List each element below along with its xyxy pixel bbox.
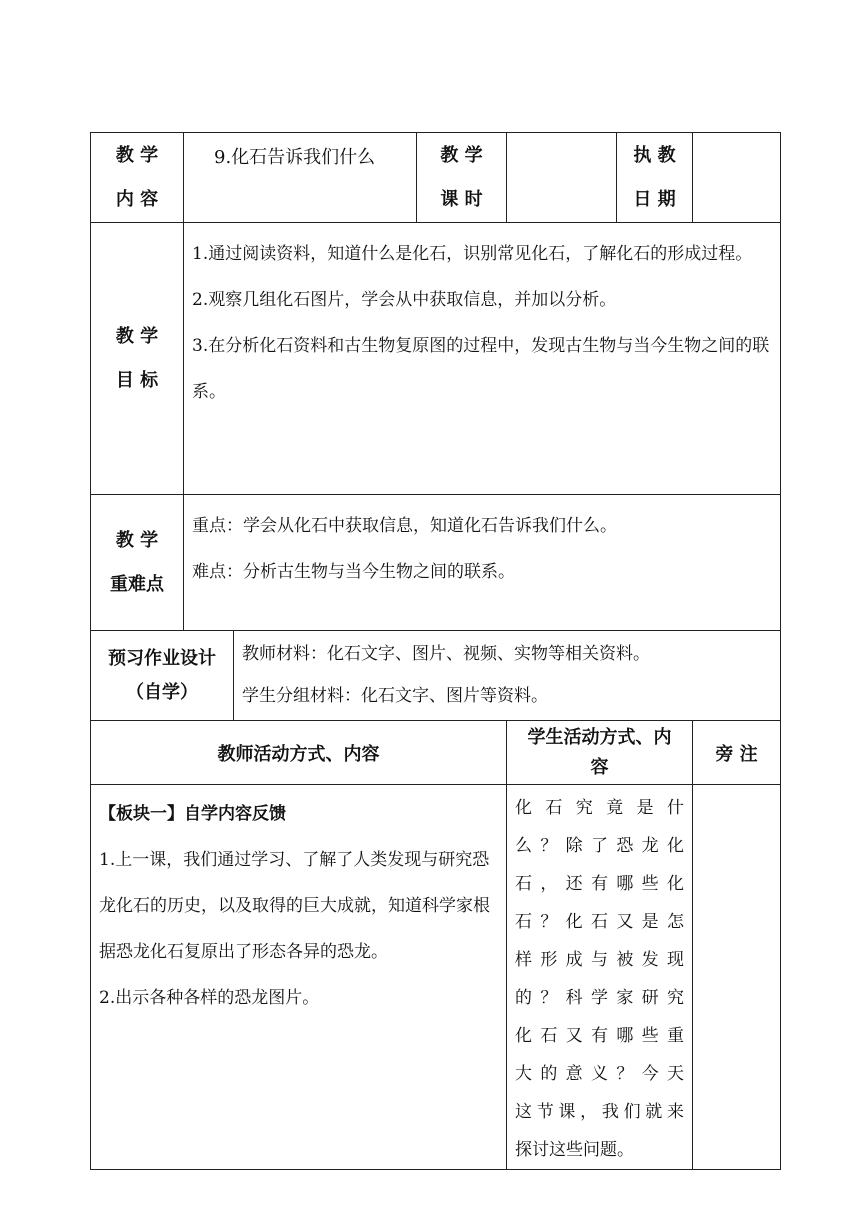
- goals-row: [91, 223, 781, 495]
- key-points-content-cell: [184, 495, 781, 631]
- lesson-plan-sheet: [90, 132, 780, 1170]
- student-line: 的？科学家研究: [515, 988, 684, 1008]
- student-line: 石？化石又是怎: [515, 912, 684, 932]
- student-line: 石，还有哪些化: [515, 874, 684, 894]
- student-line: 化石又有哪些重: [515, 1026, 684, 1046]
- goals-label-cell: [91, 223, 184, 495]
- student-line: 化石究竟是什: [515, 798, 684, 818]
- key-points-label-cell: [91, 495, 184, 631]
- teacher-activity-cell: [91, 785, 507, 1170]
- period-label-line2: 课 时: [440, 188, 483, 210]
- date-label-line1: 执 教: [633, 144, 676, 166]
- teacher-item-2: 2.出示各种各样的恐龙图片。: [99, 988, 320, 1008]
- goal-item-2: 2.观察几组化石图片，学会从中获取信息，并加以分析。: [192, 290, 617, 310]
- goals-label-line2: 目 标: [115, 369, 159, 391]
- lesson-title-cell: [184, 133, 417, 223]
- goals-content-cell: [184, 223, 781, 495]
- notes-header: 旁 注: [715, 743, 758, 765]
- preview-label-line2: （自学）: [126, 681, 198, 703]
- lesson-title: 9.化石告诉我们什么: [214, 147, 376, 168]
- student-line: 大的意义？今天: [515, 1064, 684, 1084]
- key-points-label-line2: 重难点: [110, 573, 164, 595]
- date-label-cell: [617, 133, 693, 223]
- student-materials: 学生分组材料：化石文字、图片等资料。: [242, 686, 548, 706]
- student-activity-header-cell: [507, 721, 693, 785]
- notes-header-cell: [693, 721, 781, 785]
- key-points-label-line1: 教 学: [115, 529, 159, 551]
- student-line: 样形成与被发现: [515, 950, 684, 970]
- notes-cell: [693, 785, 781, 1170]
- period-value-cell: [507, 133, 617, 223]
- goal-item-1: 1.通过阅读资料，知道什么是化石，识别常见化石，了解化石的形成过程。: [192, 244, 753, 264]
- period-label-cell: [417, 133, 507, 223]
- period-label-line1: 教 学: [440, 144, 483, 166]
- date-label-line2: 日 期: [633, 188, 676, 210]
- lesson-plan-table: [90, 132, 781, 1170]
- preview-label-line1: 预习作业设计: [108, 647, 216, 669]
- content-label-line1: 教 学: [115, 144, 159, 166]
- teacher-activity-header-cell: [91, 721, 507, 785]
- preview-row: [91, 631, 781, 721]
- preview-content-cell: [234, 631, 781, 721]
- key-focus: 重点：学会从化石中获取信息，知道化石告诉我们什么。: [192, 516, 617, 536]
- preview-label-cell: [91, 631, 234, 721]
- teacher-activity-header: 教师活动方式、内容: [217, 743, 380, 765]
- header-row: [91, 133, 781, 223]
- activity-row: [91, 785, 781, 1170]
- key-points-row: [91, 495, 781, 631]
- content-label-cell: [91, 133, 184, 223]
- goals-label-line1: 教 学: [115, 325, 159, 347]
- student-activity-header-line1: 学生活动方式、内: [527, 726, 672, 748]
- content-label-line2: 内 容: [115, 188, 159, 210]
- activity-header-row: [91, 721, 781, 785]
- section-title: 【板块一】自学内容反馈: [99, 804, 286, 824]
- key-difficulty: 难点：分析古生物与当今生物之间的联系。: [192, 562, 515, 582]
- student-activity-cell: [507, 785, 693, 1170]
- date-value-cell: [693, 133, 781, 223]
- goal-item-3: 3.在分析化石资料和古生物复原图的过程中，发现古生物与当今生物之间的联系。: [192, 336, 770, 402]
- student-line: 探讨这些问题。: [515, 1140, 634, 1160]
- student-line: 么？除了恐龙化: [515, 836, 684, 856]
- student-activity-header-line2: 容: [590, 756, 609, 778]
- student-line: 这节课，我们就来: [515, 1102, 684, 1122]
- teacher-materials: 教师材料：化石文字、图片、视频、实物等相关资料。: [242, 644, 650, 664]
- teacher-item-1: 1.上一课，我们通过学习、了解了人类发现与研究恐龙化石的历史，以及取得的巨大成就，知道科学家根据恐龙化石复原出了形态各异的恐龙。: [99, 850, 490, 962]
